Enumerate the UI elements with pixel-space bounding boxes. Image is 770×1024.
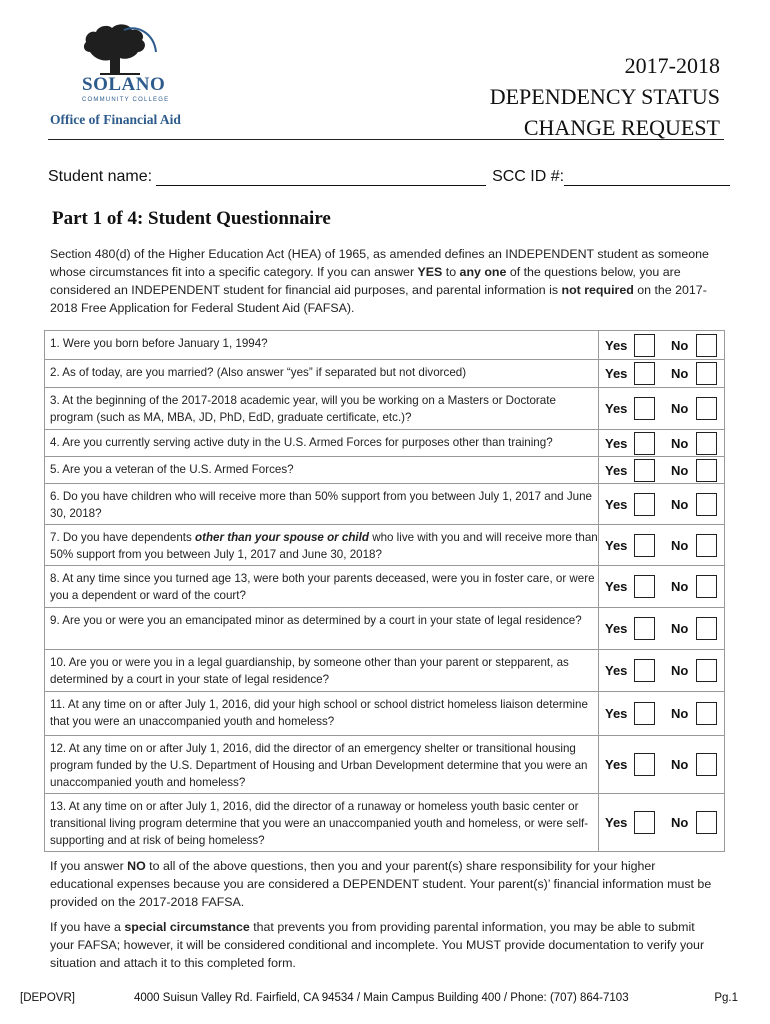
title-line-2: CHANGE REQUEST — [523, 115, 720, 140]
no-label: No — [671, 663, 689, 678]
question-text: 13. At any time on or after July 1, 2016, did the director of a runaway or homeless youth basic center or transitional living program determine that you were an unaccompanied youth and homeless, or were self-supporting and at risk of being homeless? — [45, 794, 599, 851]
yes-checkbox[interactable] — [634, 334, 655, 357]
question-text: 5. Are you a veteran of the U.S. Armed Forces? — [45, 457, 599, 483]
answer-cell — [599, 525, 724, 565]
question-row — [45, 691, 724, 735]
no-label: No — [671, 815, 689, 830]
yes-label: Yes — [605, 815, 628, 830]
student-info-line — [48, 168, 730, 186]
no-label: No — [671, 401, 689, 416]
yes-label: Yes — [605, 435, 628, 451]
yes-label: Yes — [605, 537, 628, 553]
logo-subtitle: COMMUNITY COLLEGE — [82, 97, 170, 103]
yes-label: Yes — [605, 401, 628, 416]
yes-checkbox[interactable] — [634, 659, 655, 682]
question-text: 6. Do you have children who will receive more than 50% support from you between July 1, 2017 and June 30, 2018? — [45, 484, 599, 524]
answer-cell — [599, 566, 724, 607]
yes-label: Yes — [605, 757, 628, 772]
header-divider — [48, 139, 724, 140]
student-name-label: Student name: — [48, 168, 153, 185]
no-checkbox[interactable] — [696, 334, 717, 357]
yes-checkbox[interactable] — [634, 362, 655, 385]
scc-id-field[interactable] — [564, 170, 730, 186]
yes-checkbox[interactable] — [634, 534, 655, 557]
yes-checkbox[interactable] — [634, 617, 655, 640]
yes-label: Yes — [605, 462, 628, 478]
no-checkbox[interactable] — [696, 432, 717, 455]
yes-checkbox[interactable] — [634, 459, 655, 482]
question-text: 7. Do you have dependents other than your spouse or child who live with you and will receive more than 50% support from you between July 1, 2017 and June 30, 2018? — [45, 525, 599, 565]
scc-id-label: SCC ID #: — [492, 168, 565, 185]
yes-label: Yes — [605, 663, 628, 678]
no-checkbox[interactable] — [696, 459, 717, 482]
title-line-1: DEPENDENCY STATUS — [489, 84, 720, 109]
question-row — [45, 456, 724, 483]
question-text: 4. Are you currently serving active duty in the U.S. Armed Forces for purposes other than training? — [45, 430, 599, 456]
office-name: Office of Financial Aid — [50, 112, 181, 127]
no-checkbox[interactable] — [696, 811, 717, 834]
yes-label: Yes — [605, 621, 628, 636]
student-name-field[interactable] — [156, 170, 486, 186]
no-label: No — [671, 435, 689, 451]
page-number: Pg.1 — [714, 992, 738, 1004]
answer-cell — [599, 736, 724, 793]
answer-cell — [599, 608, 724, 649]
yes-label: Yes — [605, 496, 628, 512]
no-label: No — [671, 757, 689, 772]
yes-checkbox[interactable] — [634, 811, 655, 834]
questionnaire-table — [44, 330, 725, 852]
yes-checkbox[interactable] — [634, 753, 655, 776]
question-text: 10. Are you or were you in a legal guardianship, by someone other than your parent or stepparent, as determined by a court in your state of legal residence? — [45, 650, 599, 691]
no-checkbox[interactable] — [696, 493, 717, 516]
no-checkbox[interactable] — [696, 617, 717, 640]
form-year: 2017-2018 — [624, 53, 720, 78]
no-checkbox[interactable] — [696, 575, 717, 598]
answer-cell — [599, 794, 724, 851]
no-label: No — [671, 537, 689, 553]
no-label: No — [671, 462, 689, 478]
no-checkbox[interactable] — [696, 397, 717, 420]
answer-cell — [599, 430, 724, 456]
form-title — [490, 50, 720, 143]
oak-tree-icon — [80, 22, 160, 77]
no-label: No — [671, 366, 689, 381]
yes-checkbox[interactable] — [634, 397, 655, 420]
question-row — [45, 524, 724, 565]
question-row — [45, 387, 724, 429]
question-row — [45, 483, 724, 524]
yes-label: Yes — [605, 706, 628, 721]
answer-cell — [599, 650, 724, 691]
answer-cell — [599, 457, 724, 483]
logo-name: SOLANO — [82, 74, 166, 95]
yes-checkbox[interactable] — [634, 493, 655, 516]
answer-cell — [599, 692, 724, 735]
question-row — [45, 793, 724, 851]
special-circumstance-note: If you have a special circumstance that prevents you from providing parental information, you may be able to submit your FAFSA; however, it will be considered conditional and incomplete. You MUST provide documentation to verify your situation and attach it to this completed form. — [50, 920, 705, 970]
yes-label: Yes — [605, 366, 628, 381]
no-checkbox[interactable] — [696, 659, 717, 682]
intro-paragraph: Section 480(d) of the Higher Education Act (HEA) of 1965, as amended defines an INDEPENDENT student as someone whose circumstances fit into a specific category. If you can answer YES to any one of the questions below, you are considered an INDEPENDENT student for financial aid purposes, and parental information is not required on the 2017-2018 Free Application for Federal Student Aid (FAFSA). — [50, 247, 709, 315]
dependent-note: If you answer NO to all of the above questions, then you and your parent(s) share responsibility for your higher educational expenses because you are considered a DEPENDENT student. Your parent(s)’ financial information must be provided on the 2017-2018 FAFSA. — [50, 859, 712, 909]
question-row — [45, 359, 724, 387]
yes-checkbox[interactable] — [634, 432, 655, 455]
yes-label: Yes — [605, 337, 628, 353]
question-row — [45, 607, 724, 649]
no-checkbox[interactable] — [696, 702, 717, 725]
no-label: No — [671, 337, 689, 353]
answer-cell — [599, 484, 724, 524]
yes-checkbox[interactable] — [634, 575, 655, 598]
no-checkbox[interactable] — [696, 753, 717, 776]
form-code: [DEPOVR] — [20, 992, 75, 1004]
answer-cell — [599, 388, 724, 429]
yes-checkbox[interactable] — [634, 702, 655, 725]
no-checkbox[interactable] — [696, 362, 717, 385]
yes-label: Yes — [605, 579, 628, 594]
no-label: No — [671, 706, 689, 721]
question-row — [45, 331, 724, 359]
question-text: 1. Were you born before January 1, 1994? — [45, 331, 599, 359]
no-checkbox[interactable] — [696, 534, 717, 557]
no-label: No — [671, 579, 689, 594]
question-text: 12. At any time on or after July 1, 2016, did the director of an emergency shelter or transitional housing program funded by the U.S. Department of Housing and Urban Development determine that you were an unaccompanied youth and homeless? — [45, 736, 599, 793]
no-label: No — [671, 621, 689, 636]
answer-cell — [599, 331, 724, 359]
footer-address: 4000 Suisun Valley Rd. Fairfield, CA 94534 / Main Campus Building 400 / Phone: (707) 864-7103 — [134, 992, 629, 1004]
no-label: No — [671, 496, 689, 512]
question-row — [45, 565, 724, 607]
question-row — [45, 429, 724, 456]
question-row — [45, 735, 724, 793]
question-text: 3. At the beginning of the 2017-2018 academic year, will you be working on a Masters or Doctorate program (such as MA, MBA, JD, PhD, EdD, graduate certificate, etc.)? — [45, 388, 599, 429]
question-text: 9. Are you or were you an emancipated minor as determined by a court in your state of legal residence? — [45, 608, 599, 649]
part-title: Part 1 of 4: Student Questionnaire — [52, 208, 331, 229]
question-text: 2. As of today, are you married? (Also answer “yes” if separated but not divorced) — [45, 360, 599, 387]
question-text: 8. At any time since you turned age 13, were both your parents deceased, were you in foster care, or were you a dependent or ward of the court? — [45, 566, 599, 607]
question-row — [45, 649, 724, 691]
answer-cell — [599, 360, 724, 387]
question-text: 11. At any time on or after July 1, 2016, did your high school or school district homeless liaison determine that you were an unaccompanied youth and homeless? — [45, 692, 599, 735]
